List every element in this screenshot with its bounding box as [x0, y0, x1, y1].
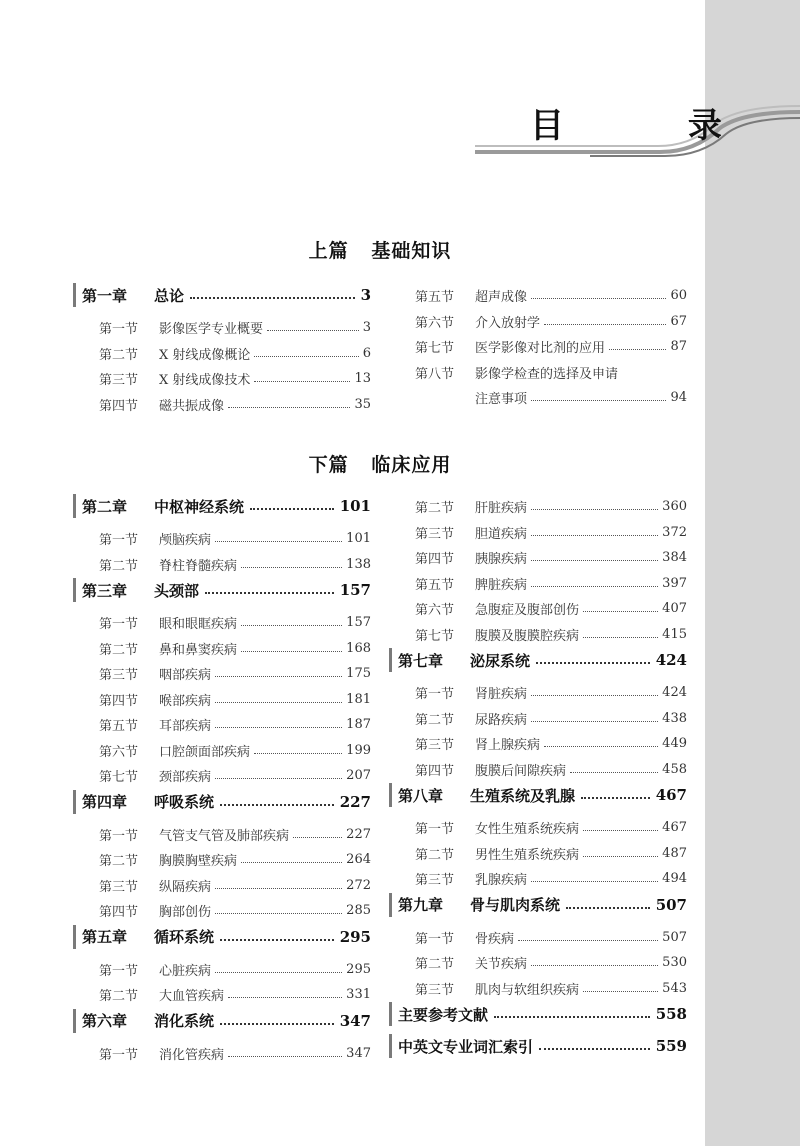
page-number: 331 [346, 987, 371, 1003]
page-number: 467 [662, 820, 687, 836]
page-number: 181 [346, 691, 371, 707]
dot-leader [566, 907, 650, 909]
section-number: 第二节 [99, 347, 139, 363]
section-title: 脊柱脊髓疾病 [159, 558, 238, 574]
dot-leader [544, 746, 658, 747]
section-title: 骨疾病 [475, 931, 515, 947]
part-1-title: 上篇 基础知识 [308, 240, 452, 262]
page-number: 13 [354, 371, 371, 387]
chapter-number: 第六章 [82, 1012, 128, 1030]
section-number: 第五节 [415, 577, 455, 593]
page-number: 438 [662, 710, 687, 726]
dot-leader [215, 541, 342, 542]
page-number: 3 [360, 286, 371, 304]
section-title: 脾脏疾病 [475, 577, 528, 593]
section-row[interactable] [73, 982, 371, 1008]
section-number: 第二节 [99, 642, 139, 658]
dot-leader [609, 349, 666, 350]
dot-leader [583, 637, 658, 638]
page-number: 6 [362, 345, 371, 361]
section-row[interactable] [389, 385, 687, 411]
page-number: 360 [662, 499, 687, 515]
dot-leader [570, 772, 658, 773]
section-row[interactable] [389, 925, 687, 951]
section-number: 第四节 [415, 763, 455, 779]
section-row[interactable] [73, 687, 371, 713]
section-title: 颅脑疾病 [159, 533, 212, 549]
section-row[interactable] [73, 315, 371, 341]
section-number: 第八节 [415, 366, 455, 382]
chapter-number: 第五章 [82, 928, 128, 946]
section-row[interactable] [73, 526, 371, 552]
dot-leader [494, 1016, 650, 1018]
page-number: 397 [662, 575, 687, 591]
chapter-title: 骨与肌肉系统 [470, 896, 561, 914]
section-number: 第一节 [99, 322, 139, 338]
section-title: 关节疾病 [475, 957, 528, 973]
dot-leader [215, 702, 342, 703]
dot-leader [518, 940, 658, 941]
section-row[interactable] [389, 360, 687, 386]
page-title: 目 录 [530, 106, 778, 146]
page-number: 199 [346, 742, 371, 758]
section-row[interactable] [73, 610, 371, 636]
dot-leader [583, 856, 658, 857]
side-strip [705, 0, 800, 1146]
section-row[interactable] [389, 841, 687, 867]
chapter-row[interactable] [73, 1009, 371, 1033]
section-number: 第六节 [99, 744, 139, 760]
section-row[interactable] [389, 283, 687, 309]
part-2-right-column [389, 494, 687, 1066]
chapter-row[interactable] [73, 494, 371, 518]
chapter-row[interactable] [73, 283, 371, 307]
section-number: 第三节 [415, 526, 455, 542]
chapter-title: 中枢神经系统 [154, 497, 245, 516]
section-title: X 射线成像技术 [159, 373, 251, 389]
page-number: 530 [662, 955, 687, 971]
section-row[interactable] [389, 950, 687, 976]
section-number: 第一节 [415, 931, 455, 947]
dot-leader [531, 298, 666, 299]
section-title: 纵隔疾病 [159, 879, 212, 895]
section-title: 超声成像 [475, 290, 528, 306]
section-row[interactable] [389, 731, 687, 757]
dot-leader [228, 1056, 342, 1057]
section-row[interactable] [389, 815, 687, 841]
section-title: 胸膜胸壁疾病 [159, 854, 238, 870]
dot-leader [250, 508, 334, 510]
chapter-row[interactable] [389, 648, 687, 672]
section-row[interactable] [389, 309, 687, 335]
section-title: 腹膜后间隙疾病 [475, 763, 567, 779]
page-number: 559 [655, 1037, 687, 1055]
dot-leader [531, 965, 658, 966]
page-number: 507 [655, 895, 687, 914]
dot-leader [215, 727, 342, 728]
section-number: 第三节 [99, 373, 139, 389]
dot-leader [220, 939, 334, 941]
section-title: 胰腺疾病 [475, 552, 528, 568]
section-title: 磁共振成像 [159, 398, 225, 414]
section-number: 第六节 [415, 315, 455, 331]
section-title: 影像医学专业概要 [159, 322, 264, 338]
section-title: 肝脏疾病 [475, 501, 528, 517]
title-area [470, 90, 800, 160]
dot-leader [531, 695, 658, 696]
dot-leader [241, 862, 342, 863]
dot-leader [531, 881, 658, 882]
page-number: 187 [346, 717, 371, 733]
dot-leader [531, 560, 658, 561]
section-row[interactable] [73, 847, 371, 873]
section-number: 第二节 [415, 501, 455, 517]
section-title: 急腹症及腹部创伤 [475, 603, 580, 619]
dot-leader [536, 662, 650, 664]
dot-leader [228, 997, 342, 998]
page-number: 543 [662, 980, 687, 996]
dot-leader [215, 888, 342, 889]
section-title: 气管支气管及肺部疾病 [159, 828, 290, 844]
page-number: 285 [346, 903, 371, 919]
page-number: 207 [346, 768, 371, 784]
section-title: 眼和眼眶疾病 [159, 617, 238, 633]
section-title: 尿路疾病 [475, 712, 528, 728]
section-title: 心脏疾病 [159, 963, 212, 979]
section-title: 胆道疾病 [475, 526, 528, 542]
page-number: 67 [670, 313, 687, 329]
dot-leader [241, 625, 342, 626]
chapter-title: 循环系统 [154, 928, 215, 946]
section-title: 颈部疾病 [159, 770, 212, 786]
dot-leader [254, 381, 350, 382]
section-number: 第二节 [99, 989, 139, 1005]
dot-leader [544, 324, 666, 325]
page-number: 507 [662, 929, 687, 945]
section-number: 第二节 [99, 854, 139, 870]
dot-leader [267, 330, 359, 331]
page-number: 467 [655, 786, 687, 804]
section-row[interactable] [389, 571, 687, 597]
section-number: 第一节 [99, 963, 139, 979]
section-number: 第三节 [415, 873, 455, 889]
page-number: 35 [354, 396, 371, 412]
section-row[interactable] [389, 494, 687, 520]
chapter-row[interactable] [389, 783, 687, 807]
chapter-number: 第三章 [82, 581, 128, 600]
page-number: 157 [339, 581, 371, 599]
section-number: 第五节 [415, 290, 455, 306]
section-row[interactable] [389, 976, 687, 1002]
section-number: 第一节 [415, 687, 455, 703]
page-number: 295 [346, 961, 371, 977]
section-title: 咽部疾病 [159, 668, 212, 684]
section-title: 消化管疾病 [159, 1047, 225, 1063]
dot-leader [539, 1048, 650, 1050]
chapter-number: 第八章 [398, 786, 444, 805]
section-title: 肾上腺疾病 [475, 738, 541, 754]
dot-leader [205, 592, 334, 594]
section-number: 第四节 [99, 905, 139, 921]
dot-leader [190, 297, 355, 299]
section-number: 第一节 [99, 828, 139, 844]
chapter-title: 总论 [154, 286, 185, 305]
section-row[interactable] [389, 545, 687, 571]
chapter-number: 第一章 [82, 286, 128, 305]
page-number: 295 [339, 927, 371, 946]
section-number: 第四节 [99, 693, 139, 709]
section-number: 第二节 [415, 957, 455, 973]
section-title: 喉部疾病 [159, 693, 212, 709]
dot-leader [254, 753, 342, 754]
section-title: 女性生殖系统疾病 [475, 822, 580, 838]
dot-leader [531, 400, 666, 401]
section-row[interactable] [73, 898, 371, 924]
section-row[interactable] [73, 873, 371, 899]
section-row[interactable] [389, 757, 687, 783]
section-title: 介入放射学 [475, 315, 541, 331]
dot-leader [220, 804, 334, 806]
section-number: 第一节 [99, 617, 139, 633]
page-number: 157 [346, 615, 371, 631]
dot-leader [583, 611, 658, 612]
chapter-row[interactable] [73, 925, 371, 949]
section-row[interactable] [73, 712, 371, 738]
dot-leader [531, 586, 658, 587]
dot-leader [215, 778, 342, 779]
section-title: 肌肉与软组织疾病 [475, 982, 580, 998]
section-row[interactable] [73, 552, 371, 578]
page-number: 168 [346, 640, 371, 656]
section-title: 肾脏疾病 [475, 687, 528, 703]
section-number: 第五节 [99, 719, 139, 735]
page-number: 87 [670, 339, 687, 355]
section-row[interactable] [73, 341, 371, 367]
chapter-number: 第七章 [398, 651, 444, 670]
page-number: 449 [662, 736, 687, 752]
dot-leader [241, 651, 342, 652]
section-row[interactable] [389, 334, 687, 360]
section-number: 第七节 [99, 770, 139, 786]
section-row[interactable] [73, 738, 371, 764]
section-row[interactable] [73, 661, 371, 687]
section-title: X 射线成像概论 [159, 347, 251, 363]
section-number: 第四节 [415, 552, 455, 568]
chapter-row[interactable] [73, 790, 371, 814]
section-row[interactable] [73, 822, 371, 848]
page-number: 458 [662, 761, 687, 777]
section-row[interactable] [389, 520, 687, 546]
section-number: 第一节 [99, 1047, 139, 1063]
page-number: 407 [662, 601, 687, 617]
chapter-title: 呼吸系统 [154, 793, 215, 811]
section-title: 乳腺疾病 [475, 873, 528, 889]
part-1-left-column [73, 283, 371, 417]
dot-leader [531, 509, 658, 510]
part-2-left-column [73, 494, 371, 1066]
dot-leader [581, 797, 650, 799]
chapter-row[interactable] [73, 578, 371, 602]
section-number: 第三节 [99, 668, 139, 684]
section-row[interactable] [389, 866, 687, 892]
dot-leader [215, 676, 342, 677]
section-number: 第二节 [99, 558, 139, 574]
dot-leader [531, 535, 658, 536]
section-title: 口腔颌面部疾病 [159, 744, 251, 760]
page-number: 138 [346, 556, 371, 572]
section-title: 男性生殖系统疾病 [475, 847, 580, 863]
section-row[interactable] [389, 706, 687, 732]
page-number: 175 [346, 666, 371, 682]
page-number: 60 [670, 288, 687, 304]
appendix-row[interactable] [389, 1034, 687, 1058]
page-number: 372 [662, 524, 687, 540]
chapter-title: 消化系统 [154, 1012, 215, 1030]
section-number: 第七节 [415, 628, 455, 644]
dot-leader [293, 837, 342, 838]
section-number: 第七节 [415, 341, 455, 357]
section-number: 第一节 [99, 533, 139, 549]
dot-leader [583, 830, 658, 831]
section-title: 影像学检查的选择及申请 [475, 366, 619, 382]
dot-leader [583, 991, 658, 992]
section-row[interactable] [73, 636, 371, 662]
section-number: 第二节 [415, 712, 455, 728]
section-row[interactable] [73, 366, 371, 392]
section-number: 第六节 [415, 603, 455, 619]
page-number: 347 [346, 1045, 371, 1061]
section-row[interactable] [73, 957, 371, 983]
page-number: 558 [655, 1005, 687, 1023]
dot-leader [531, 721, 658, 722]
page-number: 101 [339, 497, 371, 515]
chapter-number: 第九章 [398, 896, 444, 914]
section-title: 鼻和鼻窦疾病 [159, 642, 238, 658]
page-number: 3 [362, 320, 371, 336]
section-title: 医学影像对比剂的应用 [475, 341, 606, 357]
page-number: 101 [346, 531, 371, 547]
section-title: 耳部疾病 [159, 719, 212, 735]
page-number: 227 [339, 792, 371, 811]
section-row[interactable] [73, 392, 371, 418]
section-title: 大血管疾病 [159, 989, 225, 1005]
section-row[interactable] [389, 680, 687, 706]
page-number: 272 [346, 877, 371, 893]
section-number: 第一节 [415, 822, 455, 838]
section-number: 第三节 [415, 982, 455, 998]
chapter-title: 主要参考文献 [398, 1005, 489, 1024]
chapter-title: 中英文专业词汇索引 [398, 1037, 534, 1056]
page-number: 487 [662, 845, 687, 861]
section-title: 腹膜及腹膜腔疾病 [475, 628, 580, 644]
section-title: 注意事项 [475, 392, 528, 408]
dot-leader [241, 567, 342, 568]
section-row[interactable] [389, 596, 687, 622]
page-number: 227 [346, 826, 371, 842]
chapter-title: 头颈部 [154, 581, 200, 600]
chapter-title: 泌尿系统 [470, 651, 531, 670]
appendix-row[interactable] [389, 1002, 687, 1026]
page-number: 494 [662, 871, 687, 887]
dot-leader [215, 972, 342, 973]
chapter-number: 第四章 [82, 793, 128, 811]
section-row[interactable] [73, 763, 371, 789]
page-number: 264 [346, 852, 371, 868]
part-2-title: 下篇 临床应用 [308, 454, 452, 476]
section-number: 第三节 [99, 879, 139, 895]
dot-leader [215, 913, 342, 914]
section-number: 第二节 [415, 847, 455, 863]
page-number: 424 [655, 651, 687, 669]
page-number: 94 [670, 390, 687, 406]
section-row[interactable] [389, 622, 687, 648]
dot-leader [220, 1023, 334, 1025]
chapter-number: 第二章 [82, 497, 128, 516]
dot-leader [228, 407, 350, 408]
section-number: 第四节 [99, 398, 139, 414]
page-number: 424 [662, 685, 687, 701]
page-number: 384 [662, 550, 687, 566]
page-number: 347 [339, 1011, 371, 1030]
section-title: 胸部创伤 [159, 905, 212, 921]
chapter-row[interactable] [389, 893, 687, 917]
page-number: 415 [662, 626, 687, 642]
section-row[interactable] [73, 1041, 371, 1067]
section-number: 第三节 [415, 738, 455, 754]
dot-leader [254, 356, 358, 357]
part-1-right-column [389, 283, 687, 411]
chapter-title: 生殖系统及乳腺 [470, 786, 576, 805]
